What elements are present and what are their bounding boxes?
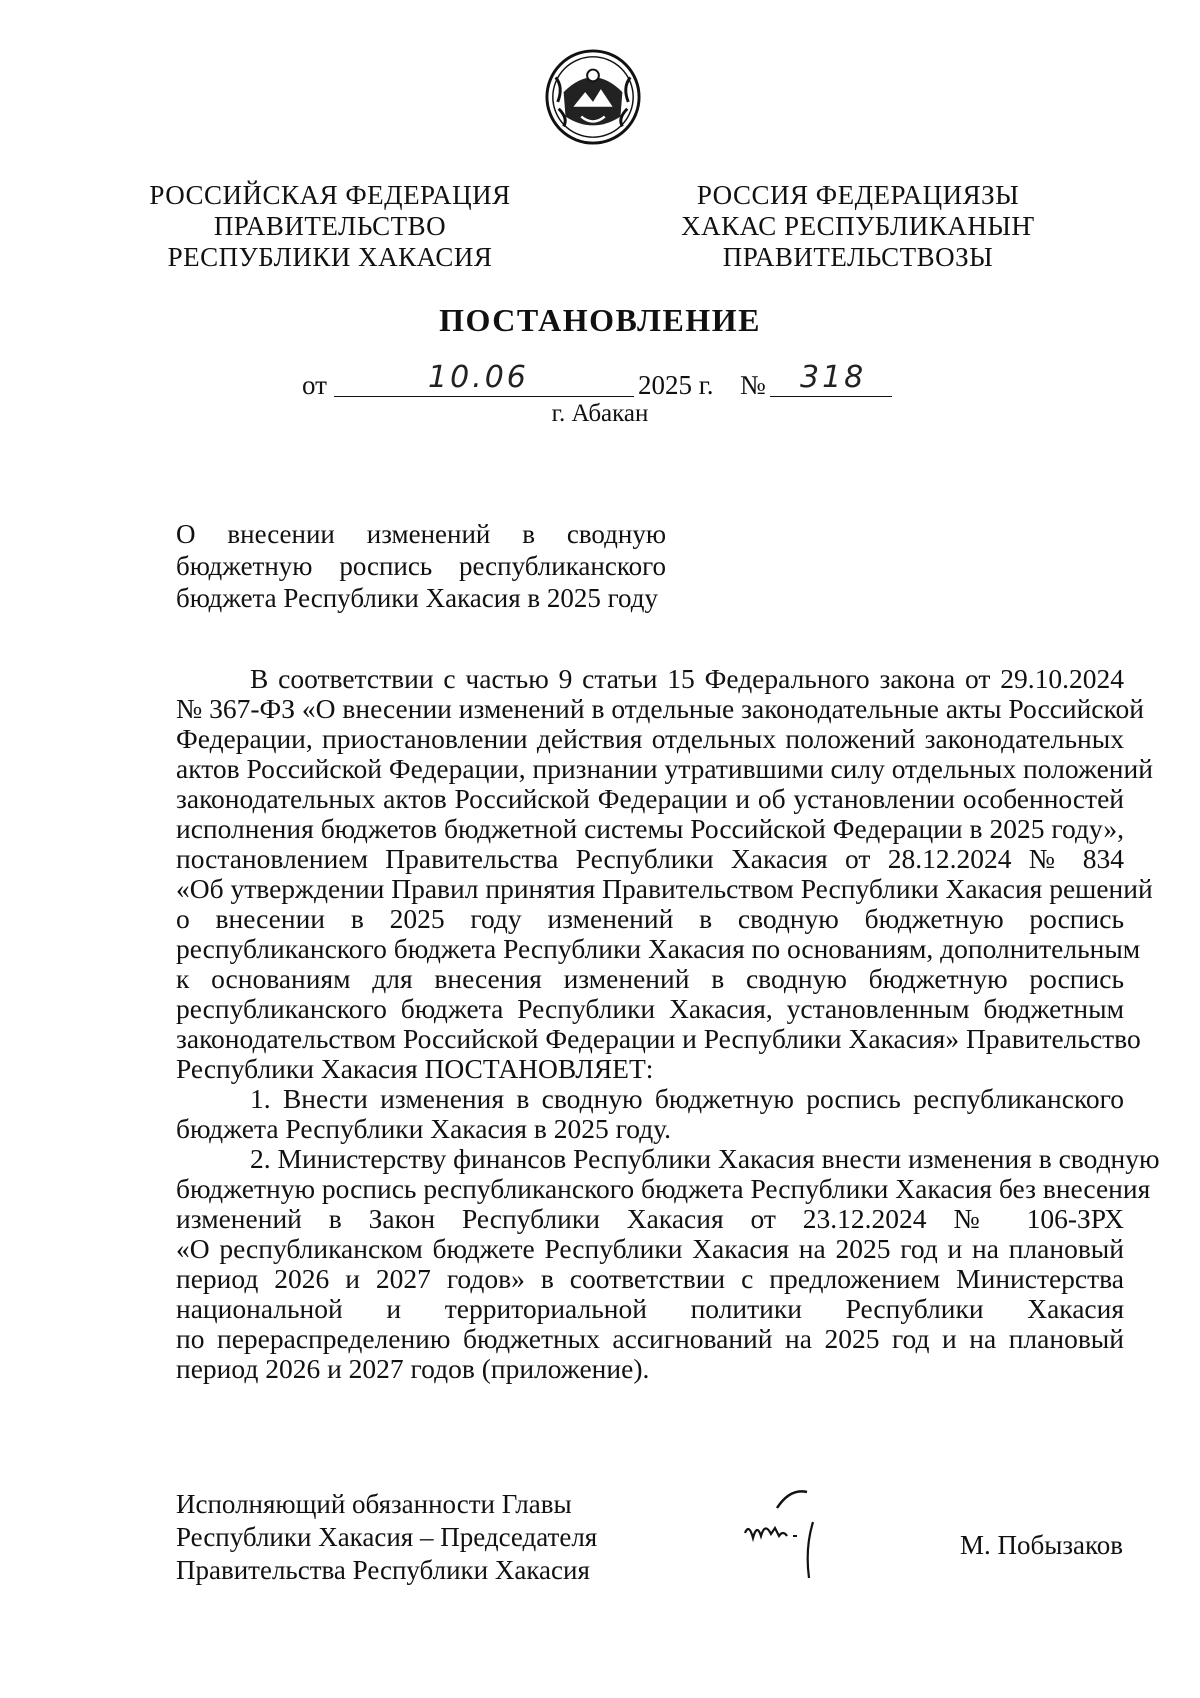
header-right xyxy=(668,180,1048,273)
signatory-position xyxy=(176,1488,597,1587)
subject-line: бюджетную роспись республиканского xyxy=(176,551,666,581)
body-line: изменений в Закон Республики Хакасия от 23.12.2024 № 106-ЗРХ xyxy=(176,1203,1124,1234)
body-line: национальной и территориальной политики Республики Хакасия xyxy=(176,1293,1124,1324)
body-line: республиканского бюджета Республики Хакасия по основаниям, дополнительным xyxy=(176,933,1141,964)
body-line: «Об утверждении Правил принятия Правительством Республики Хакасия решений xyxy=(176,873,1153,904)
body-line: бюджета Республики Хакасия в 2025 году. xyxy=(176,1113,672,1144)
header-left-line: ПРАВИТЕЛЬСТВО xyxy=(213,211,447,241)
coat-of-arms-emblem xyxy=(544,48,642,146)
header-right-line: ПРАВИТЕЛЬСТВОЗЫ xyxy=(722,242,994,272)
position-line: Правительства Республики Хакасия xyxy=(176,1555,590,1585)
header-left-line: РЕСПУБЛИКИ ХАКАСИЯ xyxy=(167,242,493,272)
header-right-line: ХАКАС РЕСПУБЛИКАНЫҤ xyxy=(681,211,1035,241)
subject-block xyxy=(176,518,666,614)
header-right-line: РОССИЯ ФЕДЕРАЦИЯЗЫ xyxy=(696,180,1020,210)
body-line: республиканского бюджета Республики Хакасия, установленным бюджетным xyxy=(176,993,1124,1024)
city-label: г. Абакан xyxy=(551,400,649,427)
from-label: от xyxy=(302,370,327,400)
subject-line: бюджета Республики Хакасия в 2025 году xyxy=(176,583,659,613)
body-line: актов Российской Федерации, признании утратившими силу отдельных положений xyxy=(176,753,1153,784)
body-line: период 2026 и 2027 годов (приложение). xyxy=(176,1353,650,1384)
body-line: период 2026 и 2027 годов» в соответствии с предложением Министерства xyxy=(176,1263,1124,1294)
document-body xyxy=(176,663,1160,1384)
body-line: законодательных актов Российской Федерации и об установлении особенностей xyxy=(176,783,1124,814)
body-line: 1. Внести изменения в сводную бюджетную роспись республиканского xyxy=(250,1083,1124,1114)
body-line: Федерации, приостановлении действия отдельных положений законодательных xyxy=(176,723,1124,754)
signer-name: М. Побызаков xyxy=(960,1530,1124,1560)
handwritten-number: 318 xyxy=(800,360,867,395)
paragraph-preamble xyxy=(176,663,1153,1084)
date-line xyxy=(0,360,1200,404)
body-line: бюджетную роспись республиканского бюджета Республики Хакасия без внесения xyxy=(176,1173,1151,1204)
body-line: 2. Министерству финансов Республики Хакасия внести изменения в сводную xyxy=(250,1143,1160,1174)
body-line: № 367-ФЗ «О внесении изменений в отдельные законодательные акты Российской xyxy=(176,693,1144,724)
position-line: Исполняющий обязанности Главы xyxy=(176,1489,572,1519)
handwritten-signature xyxy=(735,1478,855,1588)
document-title: ПОСТАНОВЛЕНИЕ xyxy=(439,302,761,338)
number-label: № xyxy=(740,370,766,400)
paragraph-item-2 xyxy=(176,1143,1160,1384)
body-line: В соответствии с частью 9 статьи 15 Федерального закона от 29.10.2024 xyxy=(250,663,1124,694)
year-label: 2025 г. xyxy=(638,370,714,400)
body-line: о внесении в 2025 году изменений в сводную бюджетную роспись xyxy=(176,903,1124,934)
subject-line: О внесении изменений в сводную xyxy=(176,519,666,549)
body-line: законодательством Российской Федерации и Республики Хакасия» Правительство xyxy=(176,1023,1141,1054)
body-line: по перераспределению бюджетных ассигнований на 2025 год и на плановый xyxy=(176,1323,1124,1354)
header-left xyxy=(140,180,520,273)
header-left-line: РОССИЙСКАЯ ФЕДЕРАЦИЯ xyxy=(149,180,511,210)
body-line: постановлением Правительства Республики Хакасия от 28.12.2024 № 834 xyxy=(176,843,1124,874)
body-line: исполнения бюджетов бюджетной системы Российской Федерации в 2025 году», xyxy=(176,813,1124,844)
paragraph-item-1 xyxy=(176,1084,1124,1144)
body-line: Республики Хакасия ПОСТАНОВЛЯЕТ: xyxy=(176,1053,654,1084)
position-line: Республики Хакасия – Председателя xyxy=(176,1522,598,1552)
handwritten-date: 10.06 xyxy=(428,360,529,395)
body-line: «О республиканском бюджете Республики Хакасия на 2025 год и на плановый xyxy=(176,1233,1124,1264)
body-line: к основаниям для внесения изменений в сводную бюджетную роспись xyxy=(176,963,1124,994)
